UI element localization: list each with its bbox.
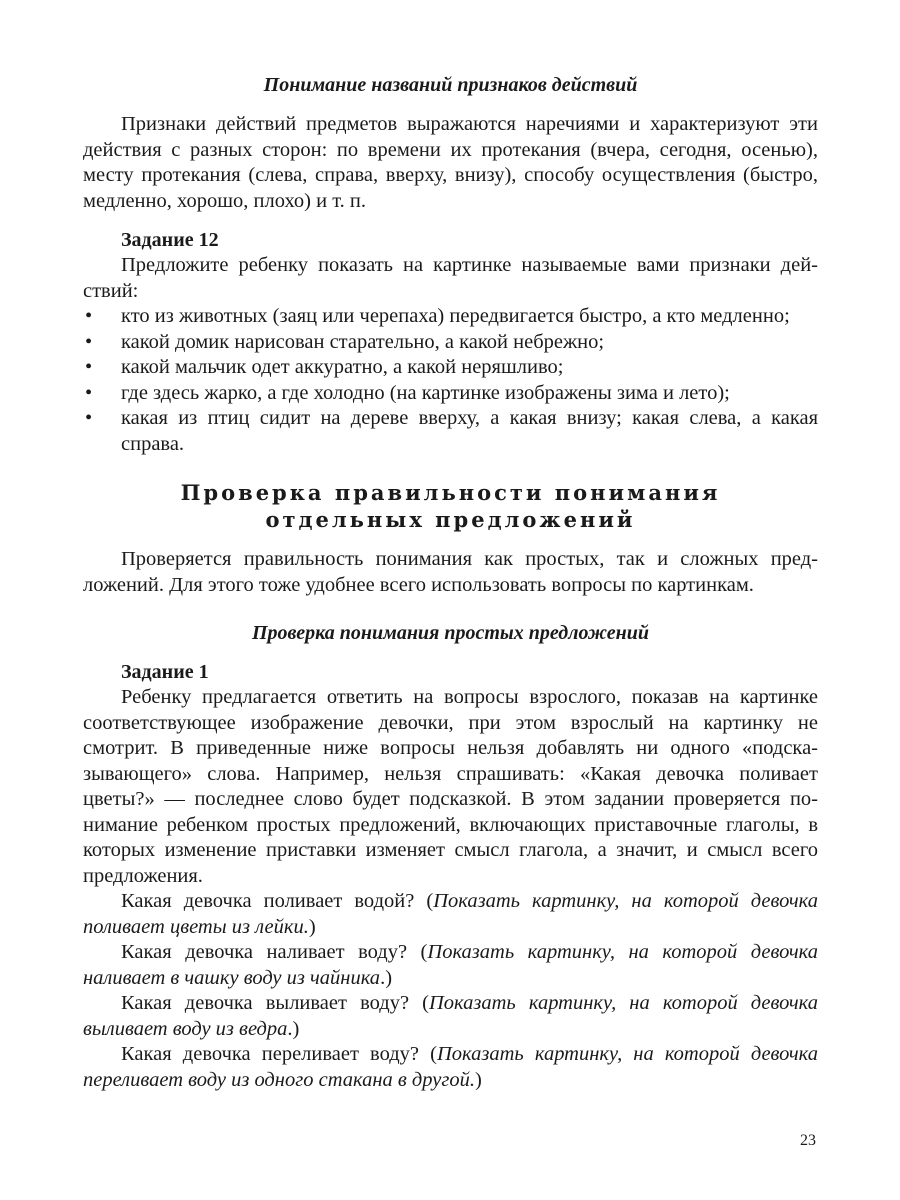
paragraph-sentences: Проверяется правильность понимания как простых, так и сложных предложений. Для этого тоже удобнее всего использовать вопросы по картинкам. — [83, 548, 818, 596]
list-item: • где здесь жарко, а где холодно (на картинке изображены зима и лето); — [83, 381, 818, 407]
question-hint: Показать картинку, на которой девочка наливает в чашку воду из чайника — [83, 941, 818, 989]
section-heading-sentences-line1: Проверка правильности понимания — [180, 480, 721, 505]
question-item: Какая девочка наливает воду? (Показать картинку, на которой девочка наливает в чашку воду из чайника.) — [83, 941, 818, 989]
bullet-icon: • — [85, 305, 93, 327]
question-item: Какая девочка выливает воду? (Показать картинку, на которой девочка выливает воду из ведра.) — [83, 992, 818, 1040]
list-item: • какая из птиц сидит на дереве вверху, а какая внизу; какая слева, а какая справа. — [85, 407, 818, 455]
paragraph-adverbs: Признаки действий предметов выражаются наречиями и характеризуют эти действия с разных сторон: по времени их протекания (вчера, сегодня, осенью), месту протекания (слева, справа, вверху, внизу), способу осуществления (быстро, медленно, хорошо, плохо) и т. п. — [83, 113, 818, 212]
question-hint: Показать картинку, на которой девочка выливает воду из ведра — [83, 992, 818, 1040]
question-hint: Показать картинку, на которой девочка поливает цветы из лейки. — [83, 890, 818, 938]
bullet-icon: • — [85, 407, 93, 429]
task-1-title: Задание 1 — [121, 661, 209, 683]
book-page — [83, 72, 818, 1093]
question-hint: Показать картинку, на которой девочка переливает воду из одного стакана в другой. — [83, 1043, 818, 1091]
list-item: • какой домик нарисован старательно, а какой небрежно; — [83, 330, 818, 356]
page-number: 23 — [800, 1132, 816, 1149]
section-heading-adverbs: Понимание названий признаков действий — [263, 74, 638, 96]
list-item: • какой мальчик одет аккуратно, а какой неряшливо; — [83, 355, 818, 381]
bullet-icon: • — [85, 381, 93, 404]
task-12-intro: Предложите ребенку показать на картинке называемые вами признаки действий: — [83, 254, 818, 302]
question-item: Какая девочка поливает водой? (Показать картинку, на которой девочка поливает цветы из лейки.) — [83, 890, 818, 938]
task-12-list — [83, 304, 818, 457]
section-heading-sentences-line2: отдельных предложений — [265, 507, 636, 532]
task-1-paragraph: Ребенку предлагается ответить на вопросы взрослого, показав на картинке соответствующее изображение девочки, при этом взрослый на картинку не смотрит. В приведенные ниже вопросы нельзя добавлять ни одного «подсказывающего» слова. Например, нельзя спрашивать: «Какая девочка поливает цветы?» — последнее слово будет подсказкой. В этом задании проверяется понимание ребенком простых предложений, включающих приставочные глаголы, в которых изменение приставки изменяет смысл глагола, а значит, и смысл всего предложения. — [83, 686, 818, 887]
subsection-heading-simple: Проверка понимания простых предложений — [252, 622, 649, 644]
list-item: • кто из животных (заяц или черепаха) передвигается быстро, а кто медленно; — [83, 304, 818, 330]
bullet-icon: • — [85, 330, 93, 353]
task-12-title: Задание 12 — [121, 229, 219, 251]
question-item: Какая девочка переливает воду? (Показать картинку, на которой девочка переливает воду из одного стакана в другой.) — [83, 1043, 818, 1091]
bullet-icon: • — [85, 356, 93, 378]
